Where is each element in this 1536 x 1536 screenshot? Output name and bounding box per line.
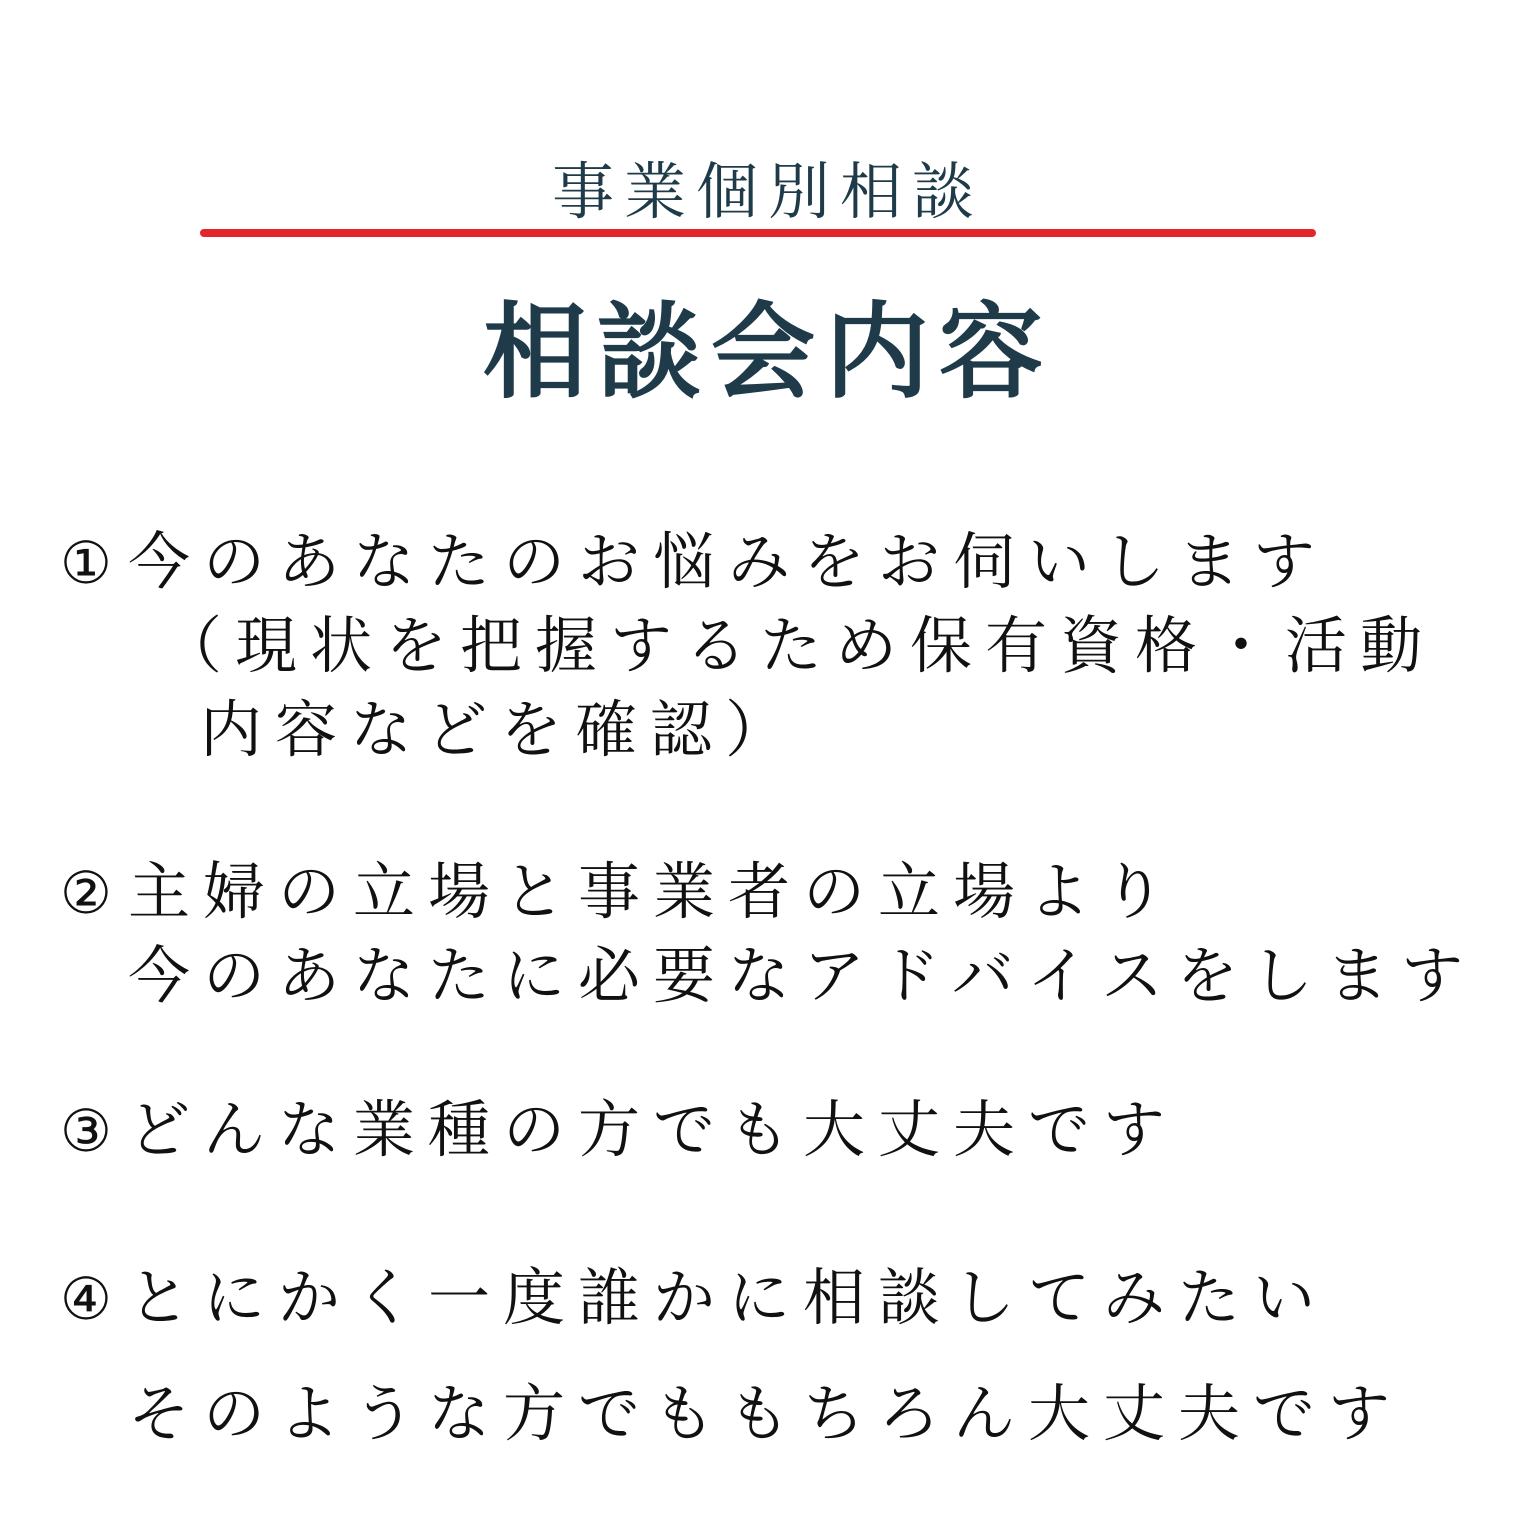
item-2-text-1: 主婦の立場と事業者の立場より <box>128 855 1179 928</box>
item-4-marker: ④ <box>60 1265 112 1333</box>
item-4-line-2: そのような方でももちろん大丈夫です <box>128 1377 1404 1450</box>
item-2-marker: ② <box>60 859 112 927</box>
header-divider <box>200 229 1316 237</box>
item-1-line-3: 内容などを確認） <box>200 693 801 766</box>
item-3-marker: ③ <box>60 1097 112 1165</box>
item-4-line-1 <box>60 1258 1328 1339</box>
item-2-line-2: 今のあなたに必要なアドバイスをします <box>128 939 1477 1012</box>
item-1-line-1 <box>60 522 1328 603</box>
page-title: 相談会内容 <box>482 291 1053 413</box>
item-1-marker: ① <box>60 529 112 597</box>
item-3-line-1 <box>60 1090 1178 1171</box>
item-2-line-1 <box>60 852 1178 933</box>
item-1-text-1: 今のあなたのお悩みをお伺いします <box>128 525 1329 598</box>
item-3-text-1: どんな業種の方でも大丈夫です <box>128 1093 1179 1166</box>
item-1-line-2: （現状を把握するため保有資格・活動 <box>160 609 1436 682</box>
header-subtitle: 事業個別相談 <box>551 155 984 228</box>
item-4-text-1: とにかく一度誰かに相談してみたい <box>128 1261 1329 1334</box>
